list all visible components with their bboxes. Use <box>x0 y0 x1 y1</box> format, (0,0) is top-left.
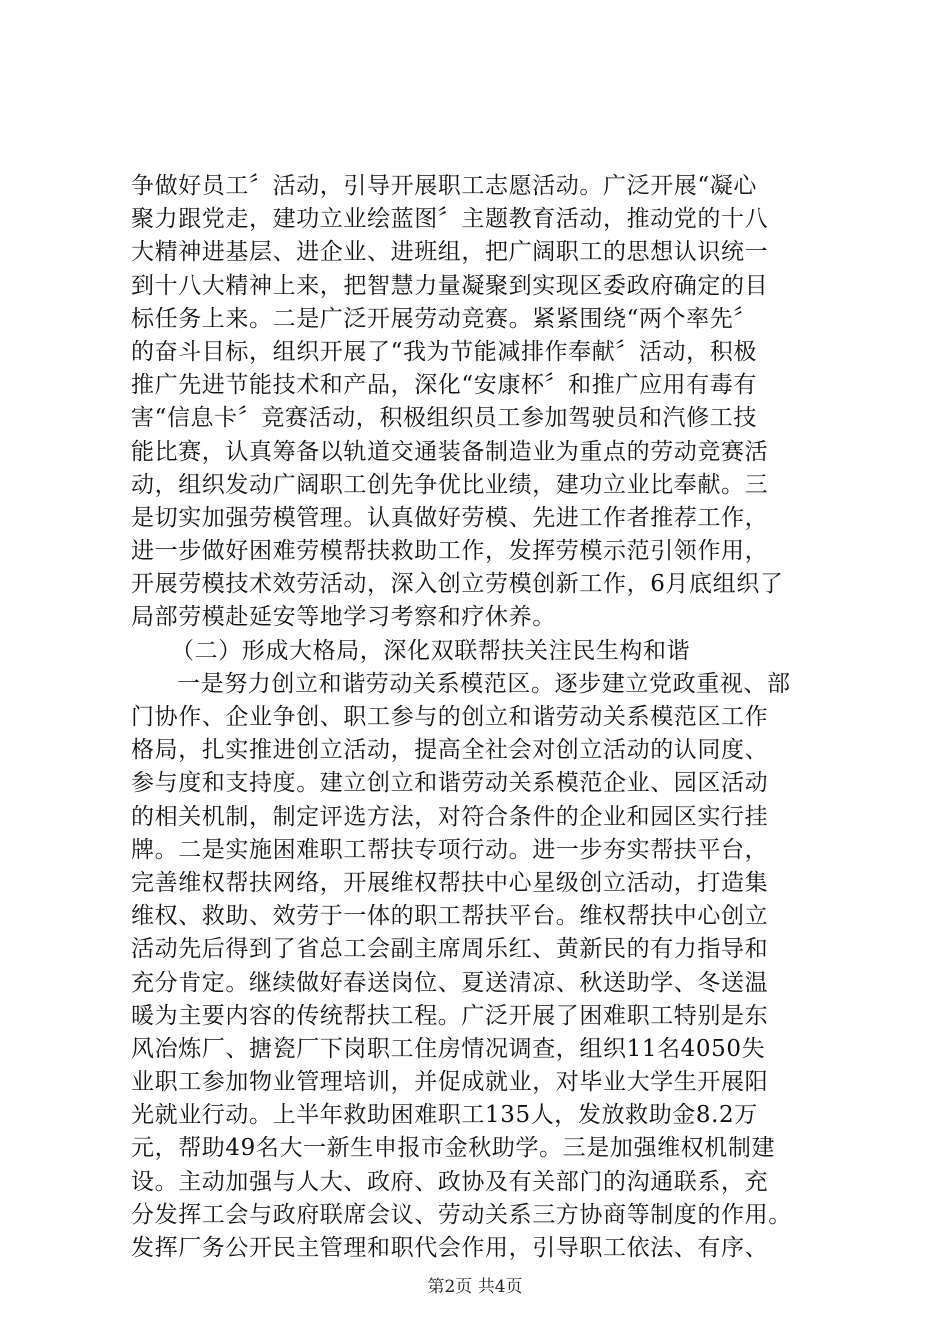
text-line: 牌。二是实施困难职工帮扶专项行动。进一步夯实帮扶平台， <box>131 836 769 863</box>
body-text <box>131 170 831 1265</box>
text-line: 的相关机制，制定评选方法，对符合条件的企业和园区实行挂 <box>131 803 769 830</box>
text-line: 参与度和支持度。建立创立和谐劳动关系模范企业、园区活动 <box>131 770 769 797</box>
text-line: 维权、救助、效劳于一体的职工帮扶平台。维权帮扶中心创立 <box>131 903 769 930</box>
text-line: 暖为主要内容的传统帮扶工程。广泛开展了困难职工特别是东 <box>131 1002 769 1029</box>
text-line: 是切实加强劳模管理。认真做好劳模、先进工作者推荐工作， <box>131 504 769 531</box>
text-line: 业职工参加物业管理培训，并促成就业，对毕业大学生开展阳 <box>131 1069 769 1096</box>
text-line: 充分肯定。继续做好春送岗位、夏送清凉、秋送助学、冬送温 <box>131 969 769 996</box>
text-line: 开展劳模技术效劳活动，深入创立劳模创新工作，6月底组织了 <box>131 571 784 598</box>
text-line: 局部劳模赴延安等地学习考察和疗休养。 <box>131 604 556 631</box>
text-line: 完善维权帮扶网络，开展维权帮扶中心星级创立活动，打造集 <box>131 869 769 896</box>
text-line: 能比赛，认真筹备以轨道交通装备制造业为重点的劳动竞赛活 <box>131 438 769 465</box>
text-line: 推广先进节能技术和产品，深化“安康杯〞和推广应用有毒有 <box>131 372 757 399</box>
text-line: 元，帮助49名大一新生申报市金秋助学。三是加强维权机制建 <box>131 1135 776 1162</box>
text-line: 格局，扎实推进创立活动，提高全社会对创立活动的认同度、 <box>131 737 769 764</box>
text-line: 的奋斗目标，组织开展了“我为节能减排作奉献〞活动，积极 <box>131 338 757 365</box>
text-line: 进一步做好困难劳模帮扶救助工作，发挥劳模示范引领作用， <box>131 538 769 565</box>
text-line: 争做好员工〞活动，引导开展职工志愿活动。广泛开展“凝心 <box>131 173 757 199</box>
text-line: 光就业行动。上半年救助困难职工135人，发放救助金8.2万 <box>131 1102 758 1129</box>
text-line: 发挥厂务公开民主管理和职代会作用，引导职工依法、有序、 <box>131 1235 769 1261</box>
text-line: 动，组织发动广阔职工创先争优比业绩，建功立业比奉献。三 <box>131 471 769 498</box>
text-line: 聚力跟党走，建功立业绘蓝图〞主题教育活动，推动党的十八 <box>131 206 769 233</box>
text-line: 活动先后得到了省总工会副主席周乐红、黄新民的有力指导和 <box>131 936 769 963</box>
text-line: 大精神进基层、进企业、进班组，把广阔职工的思想认识统一 <box>131 239 769 266</box>
text-line: 到十八大精神上来，把智慧力量凝聚到实现区委政府确定的目 <box>131 272 769 299</box>
text-line: 害“信息卡〞竞赛活动，积极组织员工参加驾驶员和汽修工技 <box>131 405 757 432</box>
page-footer: 第2页 共4页 <box>427 1277 523 1297</box>
section-heading: （二）形成大格局，深化双联帮扶关注民生构和谐 <box>171 637 691 664</box>
text-line: 设。主动加强与人大、政府、政协及有关部门的沟通联系，充 <box>131 1168 769 1195</box>
text-line: 分发挥工会与政府联席会议、劳动关系三方协商等制度的作用。 <box>131 1201 792 1228</box>
text-line: 门协作、企业争创、职工参与的创立和谐劳动关系模范区工作 <box>131 704 769 730</box>
text-line: 一是努力创立和谐劳动关系模范区。逐步建立党政重视、部 <box>177 670 791 697</box>
text-line: 风冶炼厂、搪瓷厂下岗职工住房情况调查，组织11名4050失 <box>131 1035 766 1062</box>
text-line: 标任务上来。二是广泛开展劳动竞赛。紧紧围绕“两个率先〞 <box>131 305 757 332</box>
